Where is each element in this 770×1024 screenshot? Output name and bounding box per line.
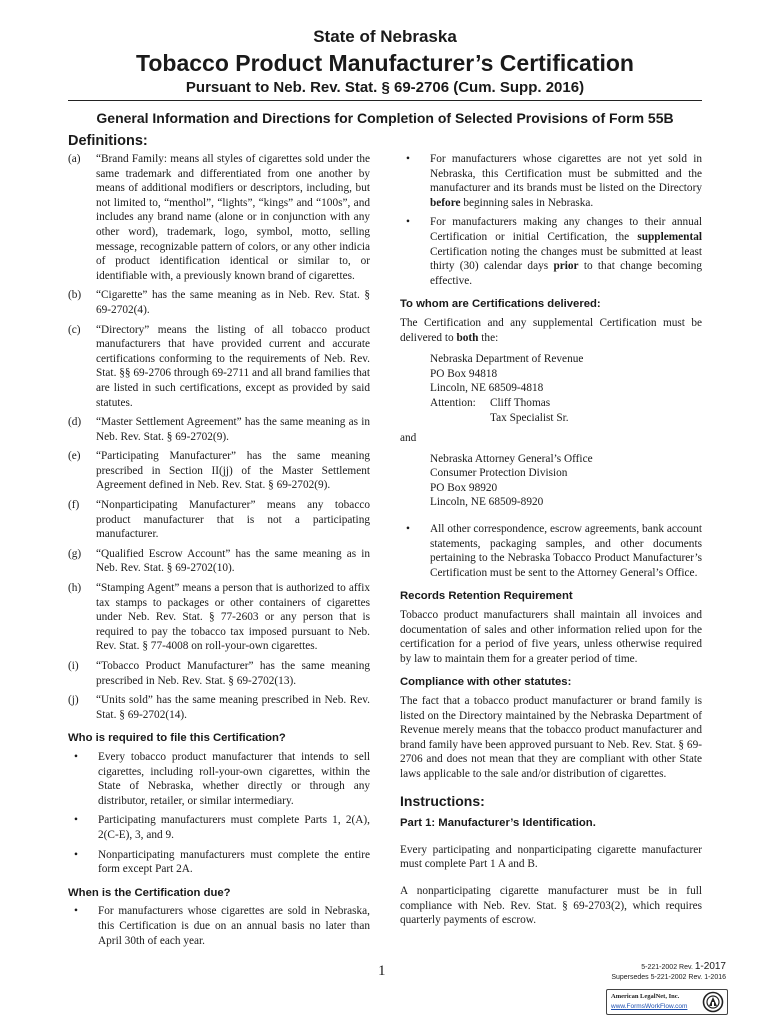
attention-line bbox=[430, 411, 702, 426]
list-item bbox=[400, 152, 702, 210]
attorney-general-address-block bbox=[400, 452, 702, 510]
general-information-heading: General Information and Directions for Completion of Selected Provisions of Form 55B bbox=[96, 110, 674, 126]
list-item-text: Nonparticipating manufacturers must complete the entire form except Part 2A. bbox=[98, 848, 370, 876]
attention-line bbox=[430, 396, 702, 411]
definition-label: (h) bbox=[68, 582, 82, 595]
part1-heading: Part 1: Manufacturer’s Identification. bbox=[400, 817, 596, 830]
bullet-icon: • bbox=[406, 523, 410, 536]
bullet-icon: • bbox=[74, 750, 78, 763]
definition-text: “Tobacco Product Manufacturer” has the same meaning prescribed in Neb. Rev. Stat. § 69-2702(13). bbox=[96, 660, 370, 687]
left-column bbox=[68, 152, 370, 953]
address-line: Nebraska Department of Revenue bbox=[430, 353, 584, 366]
attention-name: Cliff Thomas bbox=[490, 396, 551, 409]
logo-link[interactable]: www.FormsWorkFlow.com bbox=[611, 1003, 688, 1010]
attention-title: Tax Specialist Sr. bbox=[490, 411, 569, 424]
definition-text: “Nonparticipating Manufacturer” means any tobacco product manufacturer that is not a participating manufacturer. bbox=[96, 499, 370, 541]
definition-item bbox=[68, 288, 370, 317]
form-revision bbox=[520, 962, 726, 973]
definition-label: (e) bbox=[68, 450, 81, 463]
definition-label: (j) bbox=[68, 694, 79, 707]
definition-item bbox=[68, 547, 370, 576]
definition-label: (g) bbox=[68, 547, 82, 560]
text-run: For manufacturers whose cigarettes are not yet sold in Nebraska, this Certification must be submitted and the manufacturer and its brands must be listed on the Directory bbox=[430, 153, 702, 195]
when-due-heading: When is the Certification due? bbox=[68, 886, 231, 899]
emphasis-text: both bbox=[456, 331, 479, 344]
delivered-intro bbox=[400, 316, 702, 345]
document-subtitle: Pursuant to Neb. Rev. Stat. § 69-2706 (Cum. Supp. 2016) bbox=[185, 79, 585, 96]
legalnet-logo[interactable] bbox=[606, 989, 728, 1015]
form-revision-date: 1-2017 bbox=[694, 961, 726, 972]
definition-text: “Cigarette” has the same meaning as in Neb. Rev. Stat. § 69-2702(4). bbox=[96, 289, 370, 316]
address-line: Consumer Protection Division bbox=[430, 467, 568, 480]
list-item-text: All other correspondence, escrow agreements, bank account statements, packaging samples, and other documents pertaining to the Nebraska Tobacco Product Manufacturer’s Certification must be sent to the Attorney General’s Office. bbox=[430, 523, 702, 579]
list-item-text: For manufacturers whose cigarettes are sold in Nebraska, this Certification is due on an annual basis no later than April 30th of each year. bbox=[98, 905, 370, 947]
bullet-icon: • bbox=[74, 905, 78, 918]
definition-text: “Master Settlement Agreement” has the same meaning as in Neb. Rev. Stat. § 69-2702(9). bbox=[96, 416, 370, 443]
definition-item bbox=[68, 581, 370, 654]
bullet-icon: • bbox=[74, 848, 78, 861]
form-number-text: 5-221-2002 Rev. bbox=[641, 964, 693, 971]
address-line: Lincoln, NE 68509-8920 bbox=[430, 496, 544, 509]
definition-item bbox=[68, 449, 370, 493]
bullet-icon: • bbox=[406, 216, 410, 229]
definition-label: (b) bbox=[68, 289, 82, 302]
instructions-paragraph: Every participating and nonparticipating cigarette manufacturer must complete Part 1 A and B. bbox=[400, 843, 702, 871]
and-text: and bbox=[400, 432, 417, 445]
supersedes-text: Supersedes 5-221-2002 Rev. 1-2016 bbox=[611, 974, 726, 981]
right-column bbox=[400, 152, 702, 935]
list-item bbox=[68, 813, 370, 842]
address-line: PO Box 94818 bbox=[430, 367, 498, 380]
legalnet-logo-icon bbox=[702, 991, 724, 1018]
text-run: to that change becoming effective. bbox=[430, 260, 702, 287]
instructions-paragraph: A nonparticipating cigarette manufacturer must be in full compliance with Neb. Rev. Stat. § 69-2703(2), which requires quarterly payments of escrow. bbox=[400, 884, 702, 927]
attention-spacer bbox=[430, 411, 490, 426]
who-required-heading: Who is required to file this Certification? bbox=[68, 732, 286, 745]
list-item-text: Participating manufacturers must complete Parts 1, 2(A), 2(C-E), 3, and 9. bbox=[98, 814, 370, 841]
definition-label: (f) bbox=[68, 499, 80, 512]
definition-text: “Directory” means the listing of all tobacco product manufacturers that have provided current and accurate certifications conforming to the requirements of Neb. Rev. Stat. §§ 69-2706 through 69-2711 and all brand families that are listed in such certifications, except as provided by said statutes. bbox=[96, 323, 370, 409]
compliance-heading: Compliance with other statutes: bbox=[400, 676, 572, 689]
definition-text: “Brand Family: means all styles of cigarettes sold under the same trademark and differentiated from one another by means of additional modifiers or descriptors, including, but not limited to, “menthol”, “lights”, “kings” and “100s”, and includes any brand name (alone or in conjunction with any other word), trademark, logo, symbol, motto, selling message, recognizable pattern of colors, or any other indicia of product identification identical or similar to, or identifiable with, a previously known brand of cigarettes. bbox=[96, 153, 370, 282]
text-run: For manufacturers making any changes to their annual Certification or initial Certification, the bbox=[430, 216, 702, 243]
definition-text: “Units sold” has the same meaning prescribed in Neb. Rev. Stat. § 69-2702(14). bbox=[96, 694, 370, 721]
text-run: beginning sales in Nebraska. bbox=[460, 196, 594, 209]
compliance-text: The fact that a tobacco product manufacturer or brand family is listed on the Directory maintained by the Nebraska Department of Revenue merely means that the tobacco product manufacturer and brand family have been approved pursuant to Neb. Rev. Stat. § 69-2706 and does not mean that they are compliant with other State laws applicable to the sale and/or distribution of cigarettes. bbox=[400, 695, 702, 780]
definition-text: “Stamping Agent” means a person that is authorized to affix tax stamps to packages or other containers of cigarettes under Neb. Rev. Stat. § 77-2603 or any person that is required to pay the tobacco tax imposed pursuant to Neb. Rev. Stat. § 77-4008 on roll-your-own cigarettes. bbox=[96, 582, 370, 653]
definition-item bbox=[68, 152, 370, 283]
revenue-address-block bbox=[400, 352, 702, 425]
bullet-icon: • bbox=[74, 814, 78, 827]
attention-label: Attention: bbox=[430, 396, 476, 409]
page-number: 1 bbox=[378, 963, 386, 979]
emphasis-text: before bbox=[430, 196, 461, 209]
header-divider bbox=[68, 100, 702, 101]
emphasis-text: prior bbox=[553, 260, 579, 273]
list-item bbox=[68, 904, 370, 948]
instructions-heading: Instructions: bbox=[400, 792, 485, 809]
definition-item bbox=[68, 659, 370, 688]
text-run: The Certification and any supplemental Certification must be delivered to bbox=[400, 316, 702, 344]
address-line: PO Box 98920 bbox=[430, 481, 498, 494]
list-item-text: Every tobacco product manufacturer that intends to sell cigarettes, including roll-your-own cigarettes, within the State of Nebraska, whether directly or through any distributor, retailer, or similar intermediary. bbox=[98, 750, 370, 807]
emphasis-text: supplemental bbox=[637, 230, 702, 243]
text-run: Certification noting the changes must be submitted at least thirty (30) calendar days bbox=[430, 245, 702, 273]
list-item-text bbox=[430, 152, 702, 210]
definition-text: “Qualified Escrow Account” has the same meaning as in Neb. Rev. Stat. § 69-2702(10). bbox=[96, 547, 370, 575]
definition-label: (d) bbox=[68, 416, 82, 429]
form-number bbox=[520, 962, 726, 983]
records-heading: Records Retention Requirement bbox=[400, 590, 573, 603]
delivered-heading: To whom are Certifications delivered: bbox=[400, 298, 601, 311]
document-state-heading: State of Nebraska bbox=[313, 27, 457, 46]
records-text: Tobacco product manufacturers shall maintain all invoices and documentation of sales and other information relied upon for the certification for a period of five years, unless otherwise required by law to maintain them for a greater period of time. bbox=[400, 609, 702, 665]
bullet-icon: • bbox=[406, 153, 410, 165]
definition-item bbox=[68, 498, 370, 542]
definition-item bbox=[68, 693, 370, 722]
logo-company-name: American LegalNet, Inc. bbox=[611, 993, 680, 1000]
list-item bbox=[68, 848, 370, 877]
list-item bbox=[68, 750, 370, 808]
definition-item bbox=[68, 415, 370, 444]
definitions-heading: Definitions: bbox=[68, 133, 148, 149]
address-line: Lincoln, NE 68509-4818 bbox=[430, 382, 544, 395]
definition-label: (c) bbox=[68, 323, 81, 336]
list-item-text bbox=[430, 215, 702, 288]
definition-label: (a) bbox=[68, 153, 81, 165]
list-item bbox=[400, 215, 702, 288]
definition-item bbox=[68, 323, 370, 411]
text-run: the: bbox=[478, 331, 499, 344]
address-line: Nebraska Attorney General’s Office bbox=[430, 452, 593, 465]
list-item bbox=[400, 522, 702, 580]
definition-text: “Participating Manufacturer” has the same meaning prescribed in Section II(jj) of the Master Settlement Agreement defined in Neb. Rev. Stat. § 69-2702(9). bbox=[96, 450, 370, 492]
definition-label: (i) bbox=[68, 660, 79, 672]
document-title: Tobacco Product Manufacturer’s Certification bbox=[136, 50, 634, 76]
